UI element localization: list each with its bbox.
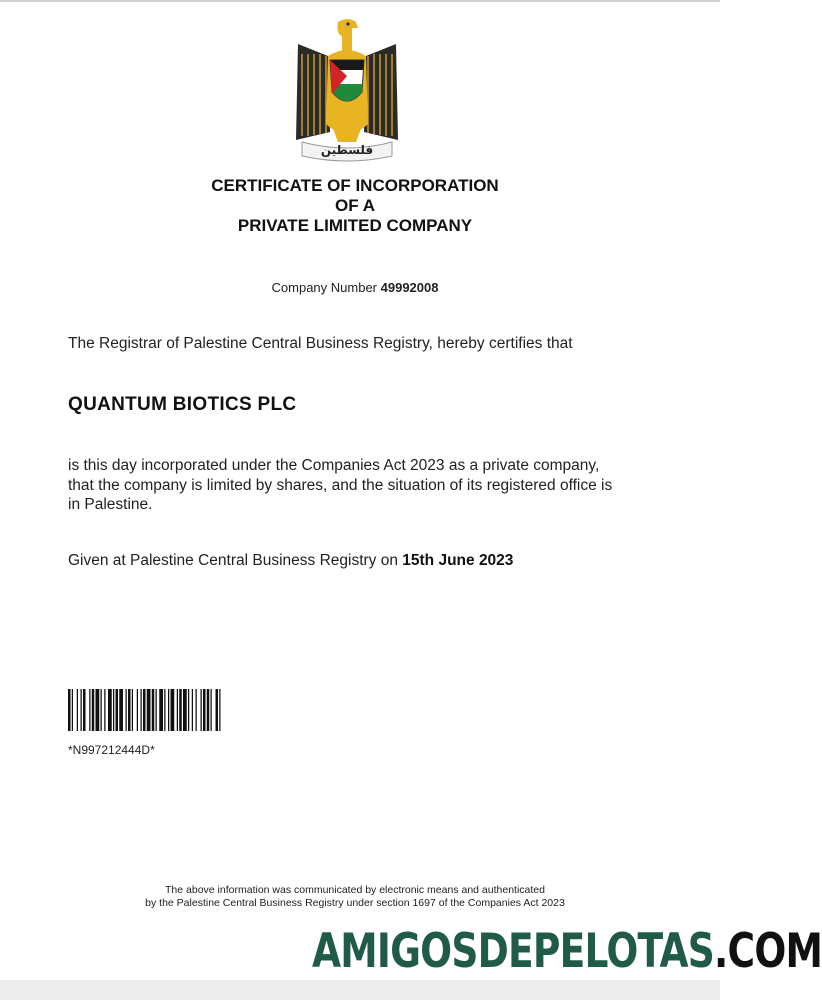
company-number [0,280,710,295]
authentication-footer [0,884,710,910]
watermark-domain-suffix: .COM [714,924,822,979]
page-bottom-edge [0,980,720,1000]
given-prefix: Given at Palestine Central Business Registry on [68,552,398,569]
barcode [68,689,332,731]
registrar-statement: The Registrar of Palestine Central Business Registry, hereby certifies that [68,335,573,352]
palestine-eagle-emblem-icon [288,14,406,164]
emblem-arabic-label: فلسطين [320,143,374,157]
title-line-1: CERTIFICATE OF INCORPORATION [211,176,499,195]
title-line-2: OF A [335,196,375,215]
footer-line-1: The above information was communicated by electronic means and authenticated [165,884,545,896]
title-line-3: PRIVATE LIMITED COMPANY [237,216,473,235]
top-border [0,0,720,2]
given-statement [68,552,513,570]
barcode-text: *N997212444D* [68,743,155,757]
incorporation-paragraph: is this day incorporated under the Companies Act 2023 as a private company, that the company is limited by shares, and the situation of its registered office is in Palestine. [68,457,613,513]
certificate-title [0,176,710,236]
footer-line-2: by the Palestine Central Business Registry under section 1697 of the Companies Act 2023 [145,897,565,909]
company-number-value: 49992008 [380,280,439,295]
company-name: QUANTUM BIOTICS PLC [68,394,297,415]
watermark-main-text: AMIGOSDEPELOTAS [312,924,715,979]
incorporation-date: 15th June 2023 [402,552,514,569]
company-number-label: Company Number [271,280,378,295]
watermark-logo [312,922,822,982]
